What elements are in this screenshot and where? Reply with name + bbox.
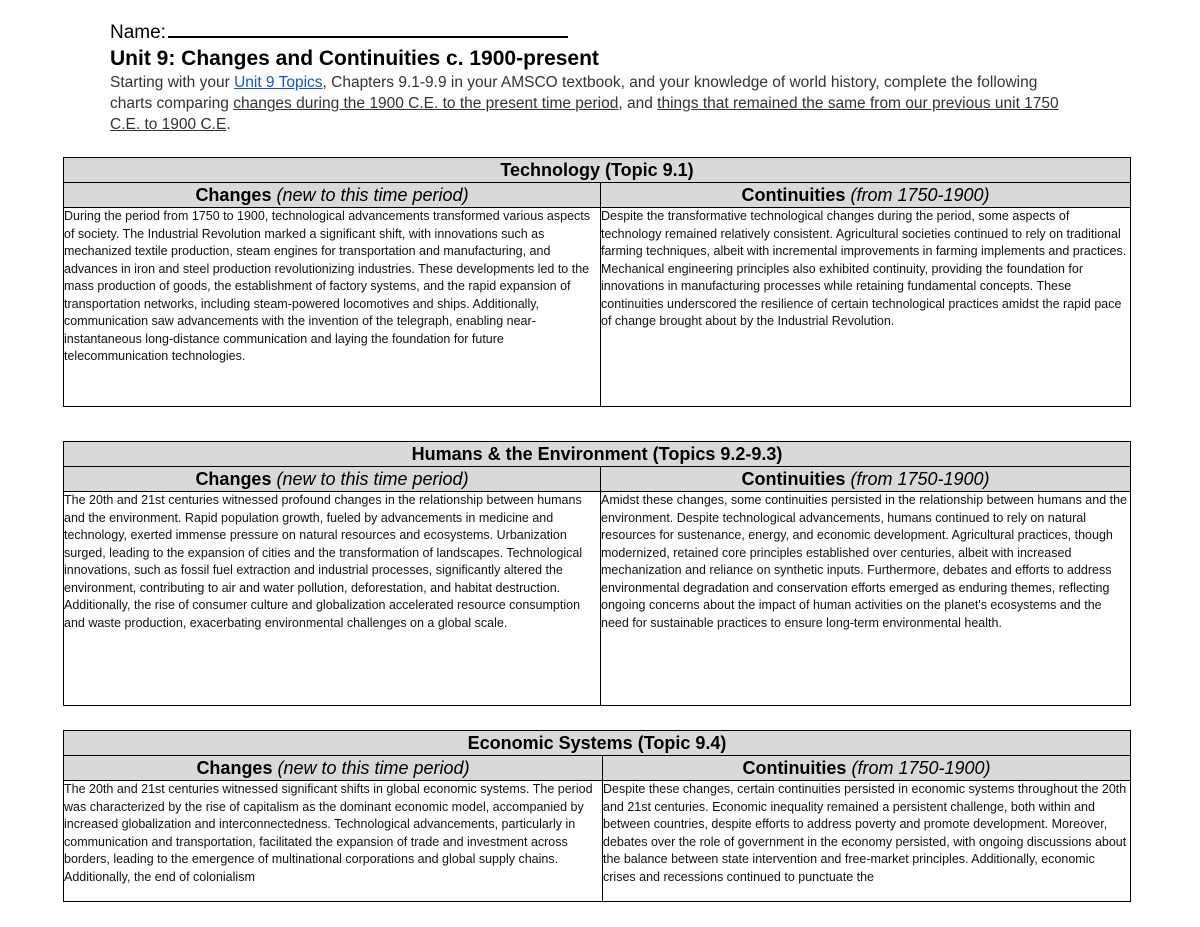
intro-text-3: , and	[618, 95, 658, 112]
intro-text-2: , Chapters 9.1-9.9 in your AMSCO textbook, and your knowledge of world history, complete the following charts comparing	[110, 74, 1038, 112]
changes-cell[interactable]: The 20th and 21st centuries witnessed significant shifts in global economic systems. The period was characterized by the rise of capitalism as the dominant economic model, accompanied by increased globalization and interconnectedness. Technological advancements, particularly in communication and transportation, facilitated the expansion of trade and investment across borders, leading to the emergence of multinational corporations and global supply chains. Additionally, the end of colonialism	[64, 781, 603, 902]
unit-9-topics-link[interactable]: Unit 9 Topics	[234, 74, 323, 91]
name-blank-line[interactable]	[168, 20, 568, 38]
technology-chart	[63, 157, 1131, 407]
continuities-column-header: Continuities (from 1750-1900)	[601, 183, 1131, 208]
intro-underline-continuities: things that remained the same from our previous unit 1750 C.E. to 1900 C.E	[110, 95, 1059, 133]
intro-text-1: Starting with your	[110, 74, 235, 91]
changes-cell[interactable]: The 20th and 21st centuries witnessed profound changes in the relationship between humans and the environment. Rapid population growth, fueled by advancements in medicine and technology, exerted immense pressure on natural resources and ecosystems. Urbanization surged, leading to the expansion of cities and the transformation of landscapes. Technological innovations, such as fossil fuel extraction and industrial processes, significantly altered the environment, contributing to air and water pollution, deforestation, and habitat destruction. Additionally, the rise of consumer culture and globalization accelerated resource consumption and waste production, exacerbating environmental challenges on a global scale.	[64, 492, 601, 706]
section-topic-title: Humans & the Environment (Topics 9.2-9.3)	[64, 442, 1131, 467]
intro-text-4: .	[226, 116, 231, 133]
section-topic-title: Technology (Topic 9.1)	[64, 158, 1131, 183]
changes-cell[interactable]: During the period from 1750 to 1900, technological advancements transformed various aspects of society. The Industrial Revolution marked a significant shift, with innovations such as mechanized textile production, steam engines for transportation and manufacturing, and advances in iron and steel production revolutionizing industries. These developments led to the mass production of goods, the establishment of factory systems, and the rapid expansion of transportation networks, including steam-powered locomotives and ships. Additionally, communication saw advancements with the invention of the telegraph, enabling near-instantaneous long-distance communication and laying the foundation for future telecommunication technologies.	[64, 208, 601, 407]
continuities-cell[interactable]: Amidst these changes, some continuities persisted in the relationship between humans and the environment. Despite technological advancements, humans continued to rely on natural resources for sustenance, energy, and economic development. Agricultural practices, though modernized, retained core principles established over centuries, albeit with increased mechanization and reliance on synthetic inputs. Furthermore, debates and efforts to address environmental degradation and conservation efforts emerged as enduring themes, reflecting ongoing concerns about the impact of human activities on the planet's ecosystems and the need for sustainable practices to ensure long-term environmental health.	[601, 492, 1131, 706]
humans-environment-chart	[63, 441, 1131, 706]
economic-systems-chart	[63, 730, 1131, 902]
name-field[interactable]	[110, 20, 1070, 44]
worksheet-header	[110, 20, 1070, 135]
name-label: Name:	[110, 22, 166, 43]
page-title: Unit 9: Changes and Continuities c. 1900-present	[110, 47, 599, 70]
continuities-cell[interactable]: Despite the transformative technological changes during the period, some aspects of technology remained relatively consistent. Agricultural societies continued to rely on traditional farming techniques, albeit with incremental improvements in farming implements and practices. Mechanical engineering principles also exhibited continuity, providing the foundation for innovations in manufacturing processes while retaining fundamental concepts. These continuities underscored the resilience of certain technological practices amidst the rapid pace of change brought about by the Industrial Revolution.	[601, 208, 1131, 407]
section-topic-title: Economic Systems (Topic 9.4)	[64, 731, 1131, 756]
changes-column-header: Changes (new to this time period)	[64, 183, 601, 208]
continuities-cell[interactable]: Despite these changes, certain continuities persisted in economic systems throughout the 20th and 21st centuries. Economic inequality remained a persistent challenge, both within and between countries, despite efforts to address poverty and promote development. Moreover, debates over the role of government in the economy persisted, with ongoing discussions about the balance between state intervention and free-market principles. Additionally, economic crises and recessions continued to punctuate the	[603, 781, 1131, 902]
continuities-column-header: Continuities (from 1750-1900)	[603, 756, 1131, 781]
intro-underline-changes: changes during the 1900 C.E. to the present time period	[233, 95, 619, 112]
instructions-paragraph	[110, 72, 1070, 135]
continuities-column-header: Continuities (from 1750-1900)	[601, 467, 1131, 492]
changes-column-header: Changes (new to this time period)	[64, 756, 603, 781]
changes-column-header: Changes (new to this time period)	[64, 467, 601, 492]
